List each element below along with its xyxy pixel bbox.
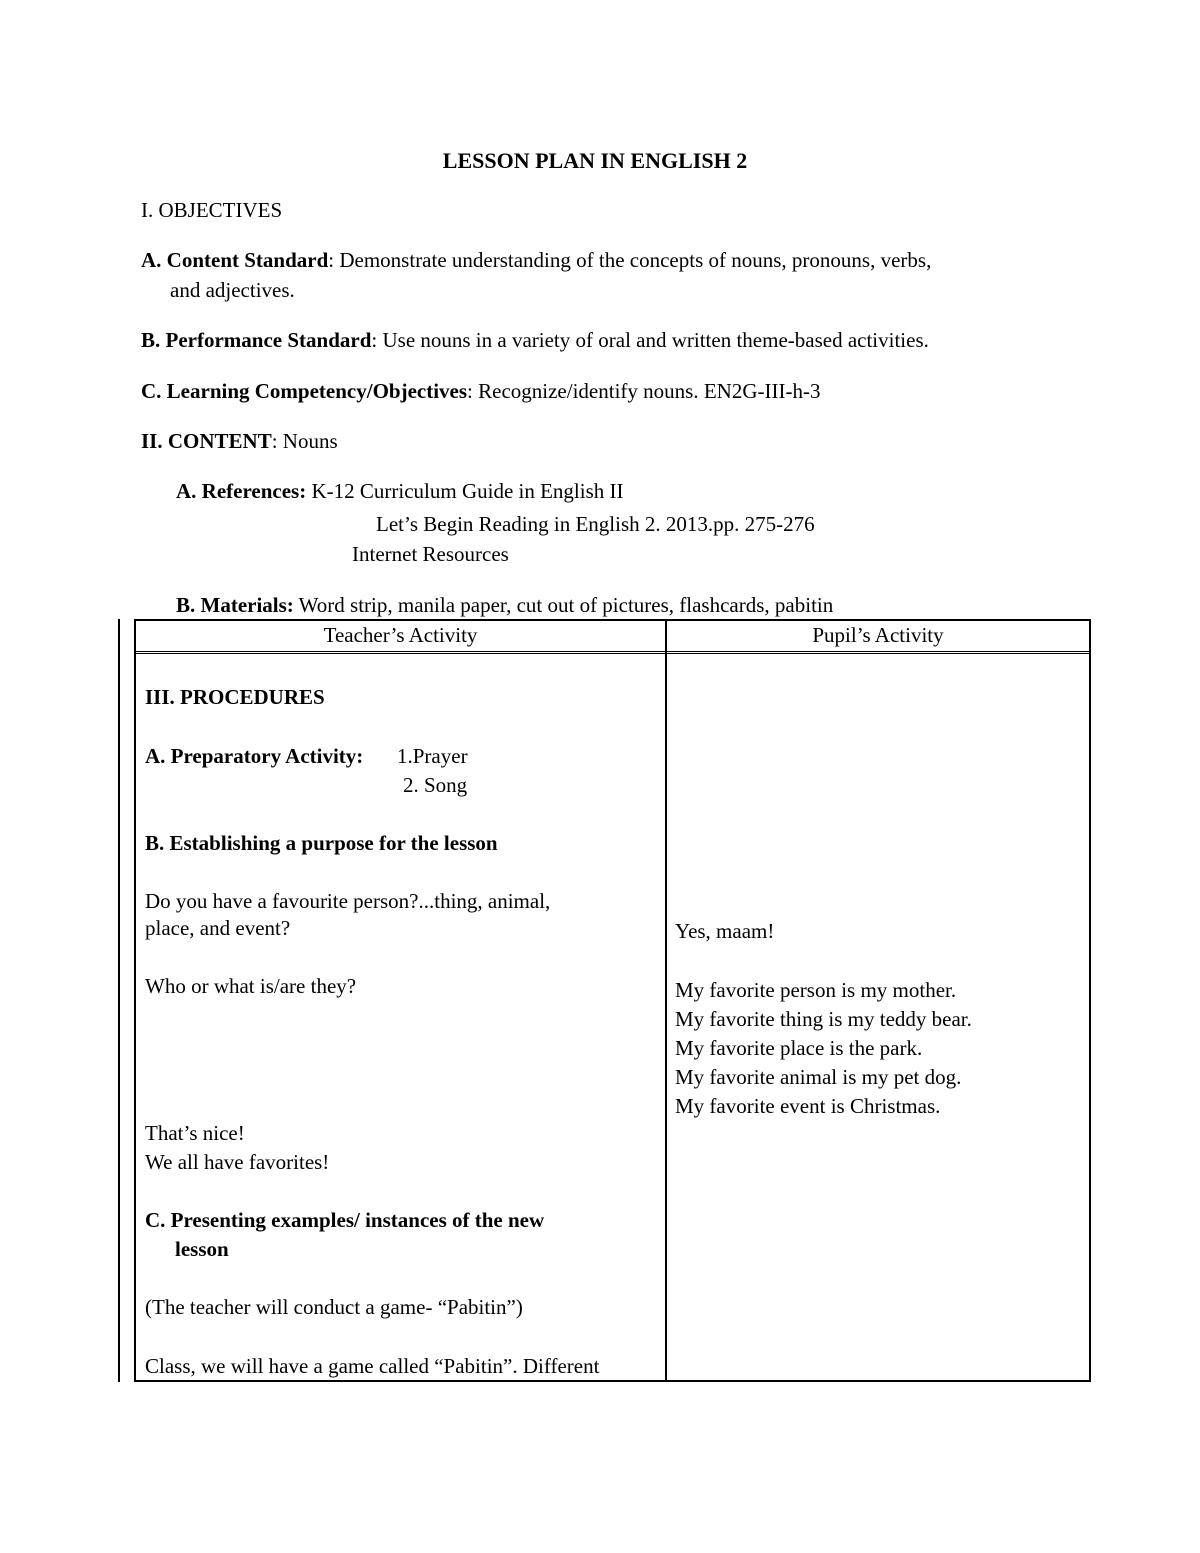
references-line-2: Let’s Begin Reading in English 2. 2013.pp. 275-276 bbox=[376, 512, 815, 536]
content-heading-label: II. CONTENT bbox=[141, 429, 272, 453]
we-all-have-favorites: We all have favorites! bbox=[145, 1150, 330, 1174]
preparatory-activity-label: A. Preparatory Activity: bbox=[145, 744, 364, 768]
pupil-fav-thing: My favorite thing is my teddy bear. bbox=[675, 1007, 972, 1031]
materials-label: B. Materials: bbox=[176, 593, 294, 617]
procedures-heading: III. PROCEDURES bbox=[145, 685, 325, 709]
pupil-fav-event: My favorite event is Christmas. bbox=[675, 1094, 941, 1118]
materials bbox=[176, 591, 833, 620]
references-label: A. References: bbox=[176, 479, 307, 503]
references bbox=[176, 477, 624, 506]
learning-competency-label: C. Learning Competency/Objectives bbox=[141, 379, 468, 403]
pupil-fav-animal: My favorite animal is my pet dog. bbox=[675, 1065, 962, 1089]
learning-competency-text: : Recognize/identify nouns. EN2G-III-h-3 bbox=[467, 379, 821, 403]
performance-standard-text: : Use nouns in a variety of oral and written theme-based activities. bbox=[371, 328, 929, 352]
content-standard-label: A. Content Standard bbox=[141, 248, 329, 272]
content-heading bbox=[141, 427, 338, 456]
class-instruction: Class, we will have a game called “Pabitin”. Different bbox=[145, 1354, 600, 1378]
pupil-yes: Yes, maam! bbox=[675, 919, 775, 943]
presenting-heading-line-2: lesson bbox=[175, 1237, 229, 1261]
references-line-1: K-12 Curriculum Guide in English II bbox=[306, 479, 624, 503]
content-standard-text-cont: and adjectives. bbox=[170, 278, 295, 302]
learning-competency bbox=[141, 377, 820, 406]
content-standard-text: : Demonstrate understanding of the concepts of nouns, pronouns, verbs, bbox=[328, 248, 932, 272]
content-heading-text: : Nouns bbox=[271, 429, 338, 453]
content-standard bbox=[141, 246, 931, 275]
pupil-activity-header: Pupil’s Activity bbox=[812, 623, 944, 647]
objectives-heading: I. OBJECTIVES bbox=[141, 198, 283, 222]
performance-standard bbox=[141, 326, 929, 355]
question-who: Who or what is/are they? bbox=[145, 974, 357, 998]
thats-nice: That’s nice! bbox=[145, 1121, 245, 1145]
preparatory-activity bbox=[145, 742, 363, 771]
materials-text: Word strip, manila paper, cut out of pictures, flashcards, pabitin bbox=[293, 593, 834, 617]
game-note: (The teacher will conduct a game- “Pabitin”) bbox=[145, 1295, 523, 1319]
preparatory-item-prayer: 1.Prayer bbox=[397, 744, 468, 768]
question-favourites-line-1: Do you have a favourite person?...thing, animal, bbox=[145, 889, 551, 913]
margin-line bbox=[118, 619, 120, 1382]
column-divider bbox=[665, 621, 667, 1380]
header-divider bbox=[136, 651, 1089, 654]
performance-standard-label: B. Performance Standard bbox=[141, 328, 372, 352]
page-title: LESSON PLAN IN ENGLISH 2 bbox=[442, 148, 748, 173]
pupil-fav-person: My favorite person is my mother. bbox=[675, 978, 957, 1002]
preparatory-item-song: 2. Song bbox=[403, 773, 468, 797]
references-line-3: Internet Resources bbox=[352, 542, 509, 566]
question-favourites-line-2: place, and event? bbox=[145, 916, 291, 940]
pupil-fav-place: My favorite place is the park. bbox=[675, 1036, 923, 1060]
purpose-heading: B. Establishing a purpose for the lesson bbox=[145, 831, 498, 855]
presenting-heading-line-1: C. Presenting examples/ instances of the new bbox=[145, 1208, 545, 1232]
teacher-activity-header: Teacher’s Activity bbox=[323, 623, 478, 647]
